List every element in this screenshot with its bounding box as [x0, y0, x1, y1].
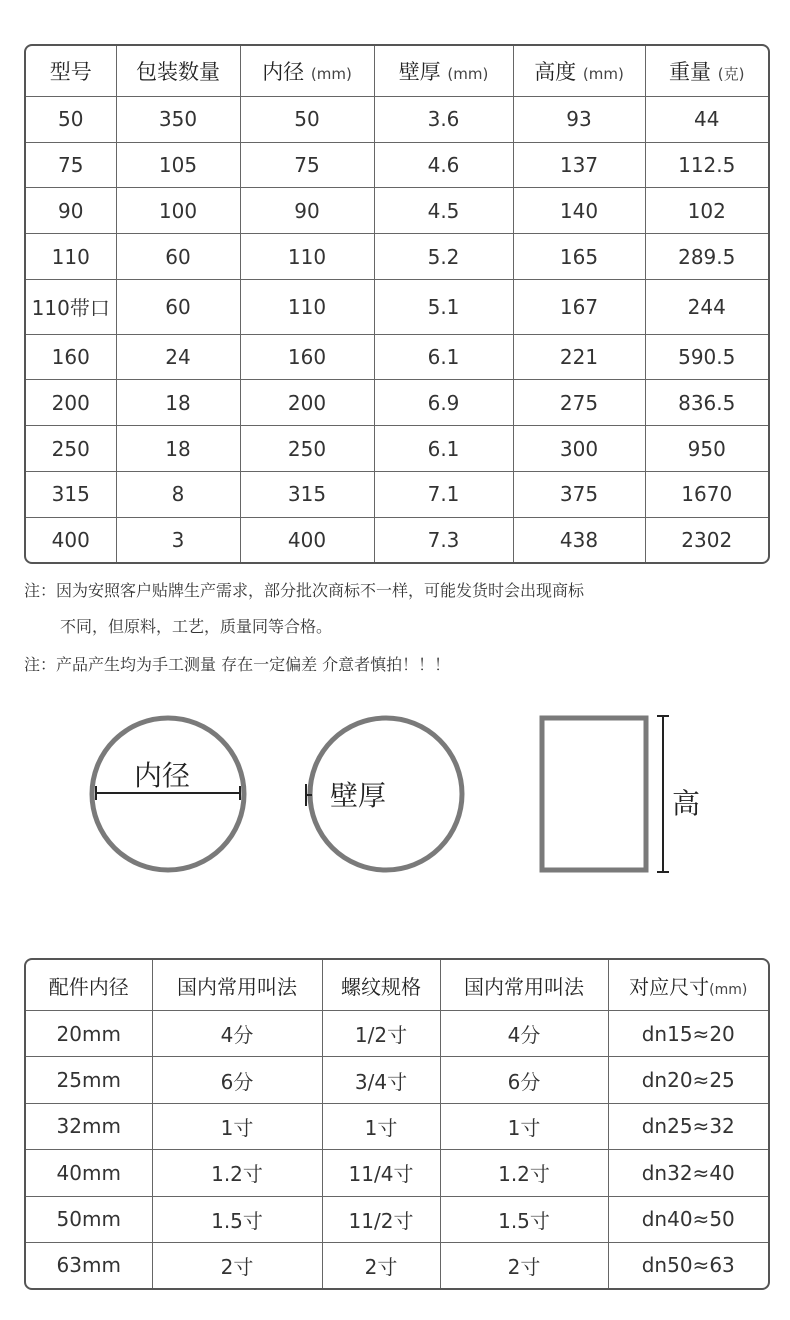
cell-weight: 2302 — [645, 517, 768, 562]
cell-common-name: 1寸 — [152, 1103, 322, 1149]
cell-weight: 1670 — [645, 471, 768, 517]
cell-common-name-2: 1.5寸 — [440, 1196, 608, 1242]
table-row — [26, 1103, 768, 1149]
cell-weight: 112.5 — [645, 142, 768, 188]
header-fitting-inner-diameter: 配件内径 — [26, 960, 152, 1011]
header-package-qty: 包装数量 — [116, 46, 240, 97]
cell-weight: 590.5 — [645, 334, 768, 380]
header-corresponding-size: 对应尺寸(mm) — [608, 960, 768, 1011]
cell-model: 110 — [26, 234, 116, 280]
note-branding-continued: 不同，但原料，工艺，质量同等合格。 — [60, 617, 333, 636]
inner-diameter-diagram — [86, 712, 250, 876]
cell-package-qty: 24 — [116, 334, 240, 380]
cell-thread-spec: 11/4寸 — [322, 1150, 440, 1196]
header-model: 型号 — [26, 46, 116, 97]
note-branding: 注：因为安照客户贴牌生产需求，部分批次商标不一样，可能发货时会出现商标 — [24, 581, 585, 600]
table-row — [26, 97, 768, 143]
spec-table — [24, 44, 770, 564]
cell-height: 140 — [513, 188, 645, 234]
cell-inner-diameter: 250 — [240, 426, 374, 472]
inner-diameter-label: 内径 — [134, 759, 191, 792]
table-row — [26, 471, 768, 517]
cell-inner-diameter: 50 — [240, 97, 374, 143]
cell-common-name-2: 4分 — [440, 1011, 608, 1057]
cell-corresponding-size: dn15≈20 — [608, 1011, 768, 1057]
cell-fitting-inner-diameter: 50mm — [26, 1196, 152, 1242]
header-wall-thickness: 壁厚 (mm) — [374, 46, 513, 97]
cell-thread-spec: 1寸 — [322, 1103, 440, 1149]
cell-fitting-inner-diameter: 32mm — [26, 1103, 152, 1149]
cell-model: 75 — [26, 142, 116, 188]
cell-fitting-inner-diameter: 25mm — [26, 1057, 152, 1103]
cell-wall-thickness: 6.9 — [374, 380, 513, 426]
cell-inner-diameter: 110 — [240, 234, 374, 280]
cell-weight: 836.5 — [645, 380, 768, 426]
cell-package-qty: 60 — [116, 279, 240, 334]
cell-weight: 950 — [645, 426, 768, 472]
cell-wall-thickness: 7.3 — [374, 517, 513, 562]
cell-inner-diameter: 110 — [240, 279, 374, 334]
cell-model: 50 — [26, 97, 116, 143]
cell-model: 200 — [26, 380, 116, 426]
cell-thread-spec: 11/2寸 — [322, 1196, 440, 1242]
cell-weight: 289.5 — [645, 234, 768, 280]
cell-height: 165 — [513, 234, 645, 280]
cell-model: 110带口 — [26, 279, 116, 334]
header-inner-diameter: 内径 (mm) — [240, 46, 374, 97]
cell-package-qty: 8 — [116, 471, 240, 517]
cell-wall-thickness: 5.1 — [374, 279, 513, 334]
cell-package-qty: 3 — [116, 517, 240, 562]
header-common-name-2: 国内常用叫法 — [440, 960, 608, 1011]
height-label: 高 — [672, 787, 701, 820]
table-row — [26, 1150, 768, 1196]
cell-wall-thickness: 4.5 — [374, 188, 513, 234]
header-thread-spec: 螺纹规格 — [322, 960, 440, 1011]
cell-common-name: 6分 — [152, 1057, 322, 1103]
cell-inner-diameter: 90 — [240, 188, 374, 234]
cell-package-qty: 105 — [116, 142, 240, 188]
cell-height: 93 — [513, 97, 645, 143]
table-row — [26, 426, 768, 472]
cell-common-name: 4分 — [152, 1011, 322, 1057]
cell-height: 375 — [513, 471, 645, 517]
table-row — [26, 1242, 768, 1288]
cell-fitting-inner-diameter: 40mm — [26, 1150, 152, 1196]
cell-wall-thickness: 6.1 — [374, 334, 513, 380]
cell-thread-spec: 3/4寸 — [322, 1057, 440, 1103]
cell-common-name: 1.5寸 — [152, 1196, 322, 1242]
wall-thickness-diagram — [300, 712, 470, 876]
cell-package-qty: 18 — [116, 380, 240, 426]
cell-common-name: 1.2寸 — [152, 1150, 322, 1196]
cell-weight: 102 — [645, 188, 768, 234]
cell-height: 300 — [513, 426, 645, 472]
table-row — [26, 1196, 768, 1242]
table-row — [26, 188, 768, 234]
cell-corresponding-size: dn50≈63 — [608, 1242, 768, 1288]
table-row — [26, 279, 768, 334]
wall-thickness-label: 壁厚 — [330, 779, 387, 812]
cell-weight: 44 — [645, 97, 768, 143]
cell-inner-diameter: 160 — [240, 334, 374, 380]
cell-weight: 244 — [645, 279, 768, 334]
fitting-table — [24, 958, 770, 1290]
cell-package-qty: 60 — [116, 234, 240, 280]
ring-icon — [86, 712, 250, 876]
cell-model: 315 — [26, 471, 116, 517]
fitting-header-row — [26, 960, 768, 1011]
cell-wall-thickness: 6.1 — [374, 426, 513, 472]
note-measurement: 注：产品产生均为手工测量 存在一定偏差 介意者慎拍！！！ — [24, 655, 451, 674]
cell-corresponding-size: dn25≈32 — [608, 1103, 768, 1149]
table-row — [26, 334, 768, 380]
cell-wall-thickness: 3.6 — [374, 97, 513, 143]
cell-model: 400 — [26, 517, 116, 562]
table-row — [26, 142, 768, 188]
cell-height: 438 — [513, 517, 645, 562]
cell-inner-diameter: 75 — [240, 142, 374, 188]
cell-inner-diameter: 400 — [240, 517, 374, 562]
spec-header-row — [26, 46, 768, 97]
cell-corresponding-size: dn40≈50 — [608, 1196, 768, 1242]
cell-model: 160 — [26, 334, 116, 380]
cell-common-name: 2寸 — [152, 1242, 322, 1288]
cell-height: 275 — [513, 380, 645, 426]
table-row — [26, 1057, 768, 1103]
cell-model: 250 — [26, 426, 116, 472]
cell-common-name-2: 1.2寸 — [440, 1150, 608, 1196]
cell-corresponding-size: dn20≈25 — [608, 1057, 768, 1103]
cell-wall-thickness: 4.6 — [374, 142, 513, 188]
cell-wall-thickness: 5.2 — [374, 234, 513, 280]
cell-common-name-2: 6分 — [440, 1057, 608, 1103]
cell-fitting-inner-diameter: 20mm — [26, 1011, 152, 1057]
cell-package-qty: 100 — [116, 188, 240, 234]
table-row — [26, 1011, 768, 1057]
rectangle-icon — [538, 712, 678, 876]
header-common-name: 国内常用叫法 — [152, 960, 322, 1011]
header-height: 高度 (mm) — [513, 46, 645, 97]
table-row — [26, 234, 768, 280]
cell-common-name-2: 1寸 — [440, 1103, 608, 1149]
cell-height: 137 — [513, 142, 645, 188]
cell-thread-spec: 1/2寸 — [322, 1011, 440, 1057]
cell-package-qty: 350 — [116, 97, 240, 143]
cell-height: 167 — [513, 279, 645, 334]
cell-inner-diameter: 315 — [240, 471, 374, 517]
table-row — [26, 380, 768, 426]
cell-model: 90 — [26, 188, 116, 234]
header-weight: 重量 (克) — [645, 46, 768, 97]
cell-corresponding-size: dn32≈40 — [608, 1150, 768, 1196]
height-diagram — [538, 712, 718, 876]
cell-thread-spec: 2寸 — [322, 1242, 440, 1288]
cell-package-qty: 18 — [116, 426, 240, 472]
cell-fitting-inner-diameter: 63mm — [26, 1242, 152, 1288]
cell-wall-thickness: 7.1 — [374, 471, 513, 517]
cell-height: 221 — [513, 334, 645, 380]
table-row — [26, 517, 768, 562]
cell-inner-diameter: 200 — [240, 380, 374, 426]
cell-common-name-2: 2寸 — [440, 1242, 608, 1288]
